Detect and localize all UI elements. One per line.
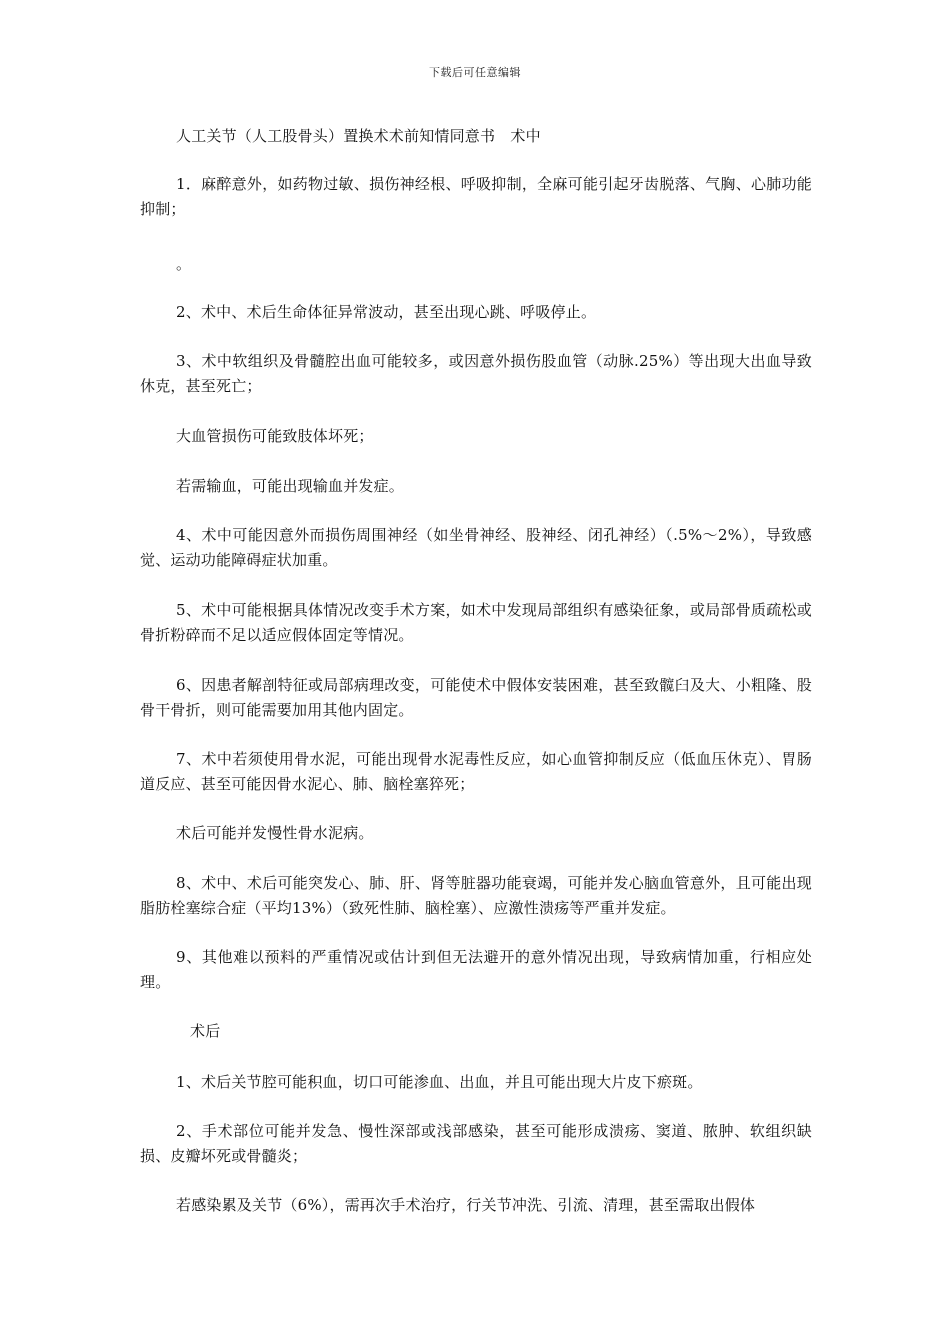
paragraph-6: 若需输血，可能出现输血并发症。 [176,477,405,495]
paragraph-10: 7、术中若须使用骨水泥，可能出现骨水泥毒性反应，如心血管抑制反应（低血压休克）、胃肠道反应、甚至可能因骨水泥心、肺、脑栓塞猝死； [140,750,812,793]
paragraph-4: 3、术中软组织及骨髓腔出血可能较多，或因意外损伤股血管（动脉.25%）等出现大出血导致休克，甚至死亡； [140,352,812,395]
paragraph-16: 若感染累及关节（6%），需再次手术治疗，行关节冲洗、引流、清理，甚至需取出假体 [176,1196,756,1214]
paragraph-9: 6、因患者解剖特征或局部病理改变，可能使术中假体安装困难，甚至致髋臼及大、小粗隆、股骨干骨折，则可能需要加用其他内固定。 [140,676,812,719]
paragraph-13: 9、其他难以预料的严重情况或估计到但无法避开的意外情况出现，导致病情加重，行相应处理。 [140,948,812,991]
paragraph-12: 8、术中、术后可能突发心、肺、肝、肾等脏器功能衰竭，可能并发心脑血管意外，且可能出现脂肪栓塞综合症（平均13%）（致死性肺、脑栓塞）、应激性溃疡等严重并发症。 [140,874,812,917]
paragraph-1: 1．麻醉意外，如药物过敏、损伤神经根、呼吸抑制，全麻可能引起牙齿脱落、气胸、心肺功能抑制； [140,175,812,218]
document-body [140,0,812,1344]
paragraph-15: 2、手术部位可能并发急、慢性深部或浅部感染，甚至可能形成溃疡、窦道、脓肿、软组织缺损、皮瓣坏死或骨髓炎； [140,1122,812,1165]
header-note: 下载后可任意编辑 [429,66,521,79]
paragraph-7: 4、术中可能因意外而损伤周围神经（如坐骨神经、股神经、闭孔神经）（.5%～2%），导致感觉、运动功能障碍症状加重。 [140,526,812,569]
paragraph-5: 大血管损伤可能致肢体坏死； [176,427,374,445]
paragraph-14: 1、术后关节腔可能积血，切口可能渗血、出血，并且可能出现大片皮下瘀斑。 [176,1073,703,1091]
document-title: 人工关节（人工股骨头）置换术术前知情同意书 术中 [176,127,541,145]
paragraph-3: 2、术中、术后生命体征异常波动，甚至出现心跳、呼吸停止。 [176,303,597,321]
paragraph-8: 5、术中可能根据具体情况改变手术方案，如术中发现局部组织有感染征象，或局部骨质疏松或骨折粉碎而不足以适应假体固定等情况。 [140,601,812,644]
paragraph-2: 。 [176,255,192,273]
paragraph-11: 术后可能并发慢性骨水泥病。 [176,824,374,842]
section-heading-postop: 术后 [190,1022,221,1040]
